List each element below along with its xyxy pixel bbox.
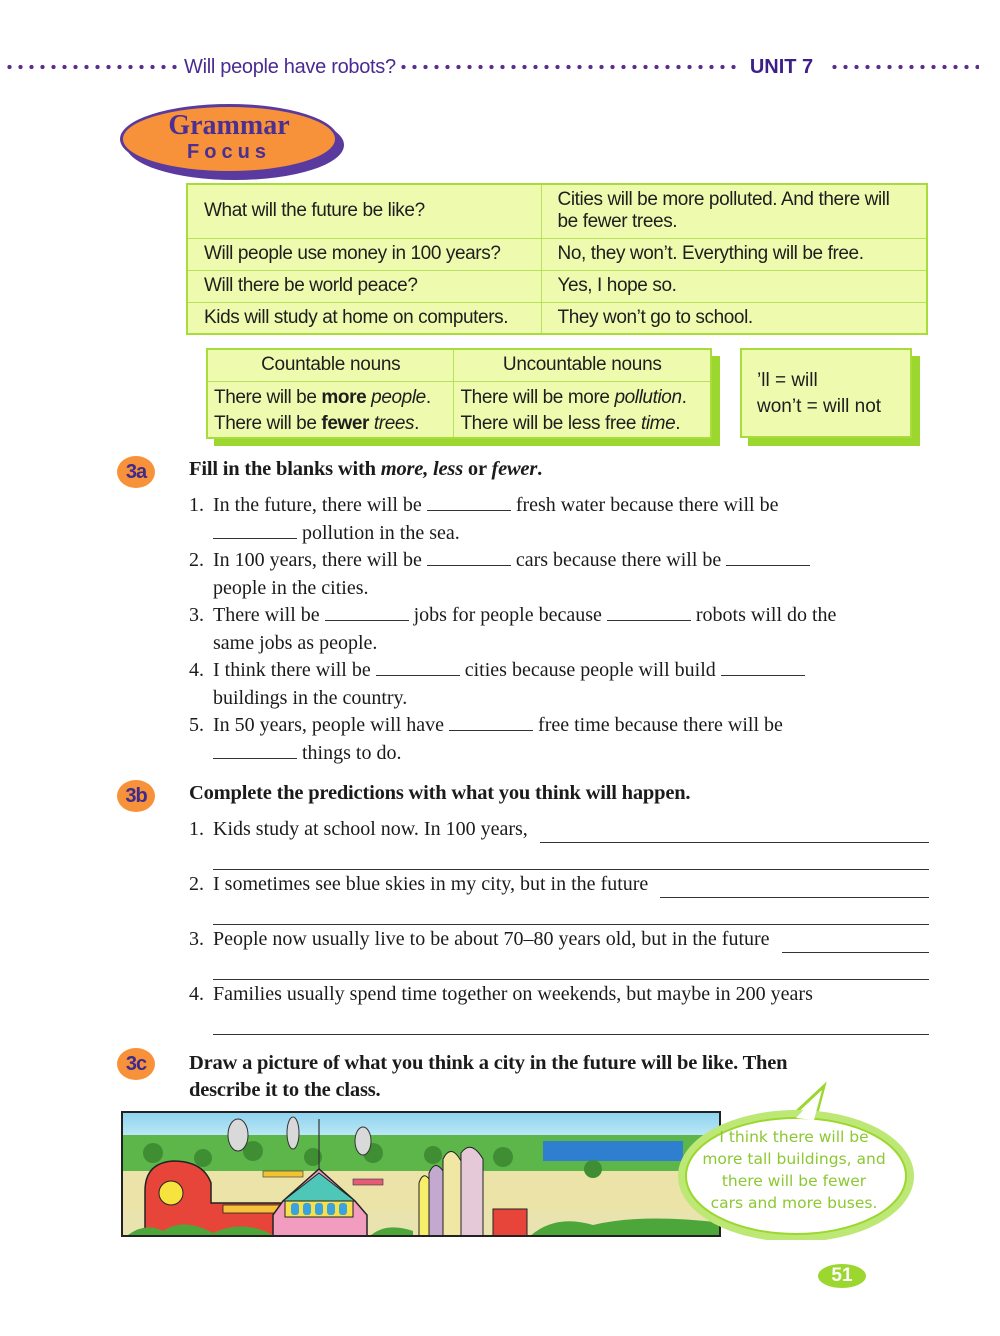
answer-line[interactable] — [213, 953, 929, 980]
list-item — [189, 492, 929, 547]
item-number: 2. — [189, 873, 204, 895]
table-row — [187, 302, 927, 334]
dotted-rule — [829, 64, 979, 70]
item-text: jobs for people because — [408, 604, 607, 626]
title-text: Fill in the blanks with — [189, 458, 381, 480]
item-text: same jobs as people. — [213, 631, 378, 654]
uncountable-examples — [454, 381, 711, 438]
example-line — [460, 411, 704, 437]
bubble-text — [676, 1126, 912, 1214]
uncountable-header: Uncountable nouns — [454, 349, 711, 381]
item-text: people in the cities. — [213, 576, 369, 599]
item-text: cities because people will build — [459, 659, 721, 681]
noun: trees — [373, 412, 415, 434]
list-item — [189, 602, 929, 657]
item-text: things to do. — [297, 741, 402, 764]
yellow-globe — [159, 1181, 183, 1205]
list-item — [189, 816, 929, 871]
punctuation: . — [414, 412, 420, 434]
tower — [429, 1165, 443, 1237]
contractions-box — [740, 348, 920, 446]
item-prompt: Families usually spend time together on weekends, but maybe in 200 years — [213, 982, 813, 1005]
answer-blank[interactable] — [449, 713, 533, 731]
unit-label: UNIT 7 — [749, 55, 814, 78]
dotted-rule — [4, 64, 182, 70]
answer-cell: No, they won’t. Everything will be free. — [541, 238, 927, 270]
exercise-3a-title — [189, 458, 542, 481]
answer-blank[interactable] — [721, 658, 805, 676]
item-number: 1. — [189, 818, 204, 840]
exercise-badge-3b: 3b — [117, 780, 155, 812]
answer-cell: They won’t go to school. — [541, 302, 927, 334]
answer-blank[interactable] — [376, 658, 460, 676]
item-number: 4. — [189, 983, 204, 1005]
list-item — [189, 926, 929, 981]
speech-bubble — [676, 1112, 912, 1230]
table-row — [187, 238, 927, 270]
prompt-line — [189, 926, 929, 953]
title-text: or — [463, 458, 492, 480]
item-number: 3. — [189, 928, 204, 950]
bubble-line: I think there will be — [719, 1128, 869, 1146]
title-text: . — [537, 458, 543, 480]
title-line: Draw a picture of what you think a city in the future will be like. Then — [189, 1052, 788, 1074]
building-stripe — [223, 1205, 283, 1213]
item-text: I think there will be — [213, 659, 376, 681]
noun: pollution — [614, 386, 682, 408]
exercise-3a-list — [189, 492, 929, 767]
countable-header: Countable nouns — [207, 349, 454, 381]
item-text: fresh water because there will be — [510, 494, 779, 516]
red-block — [493, 1209, 527, 1237]
item-text: robots will do the — [690, 604, 837, 626]
answer-line[interactable] — [213, 898, 929, 925]
item-prompt: I sometimes see blue skies in my city, but in the future — [213, 872, 649, 895]
item-text: cars because there will be — [510, 549, 727, 571]
example-line — [214, 385, 447, 411]
item-number: 3. — [189, 604, 204, 626]
example-line — [214, 411, 447, 437]
item-prompt: People now usually live to be about 70–80 years old, but in the future — [213, 927, 770, 950]
answer-blank[interactable] — [325, 603, 409, 621]
answer-line[interactable] — [213, 1008, 929, 1035]
exercise-3b-title: Complete the predictions with what you think will happen. — [189, 782, 691, 804]
question-cell: Will people use money in 100 years? — [187, 238, 541, 270]
list-item — [189, 981, 929, 1036]
nouns-table — [206, 348, 712, 439]
item-text: In the future, there will be — [213, 494, 427, 516]
answer-line[interactable] — [540, 825, 929, 843]
list-item — [189, 712, 929, 767]
item-text: There will be — [213, 604, 325, 626]
item-number: 4. — [189, 659, 204, 681]
page-header — [0, 52, 1000, 82]
list-item — [189, 547, 929, 602]
sea — [543, 1141, 683, 1161]
keyword: more — [321, 386, 367, 408]
tower — [419, 1176, 429, 1237]
table-row — [187, 184, 927, 238]
item-number: 2. — [189, 549, 204, 571]
answer-line[interactable] — [660, 880, 929, 898]
item-number: 1. — [189, 494, 204, 516]
badge-title: Grammar — [168, 110, 290, 141]
example-text: There will be — [460, 386, 568, 408]
example-text: free — [600, 412, 641, 434]
answer-blank[interactable] — [427, 548, 511, 566]
page-number: 51 — [818, 1264, 866, 1288]
grammar-qa-table — [186, 183, 928, 335]
prompt-line — [189, 871, 929, 898]
item-text: In 50 years, people will have — [213, 714, 450, 736]
keyword: more — [567, 386, 610, 408]
bubble-line: cars and more buses. — [710, 1194, 878, 1212]
prompt-line — [189, 981, 929, 1008]
keyword: less — [567, 412, 601, 434]
example-text: There will be — [214, 412, 322, 434]
answer-blank[interactable] — [213, 521, 297, 539]
contraction-will-not: won’t = will not — [757, 396, 882, 417]
option-word: fewer — [491, 458, 538, 480]
future-city-illustration — [121, 1111, 721, 1237]
exercise-badge-3a: 3a — [117, 456, 155, 488]
badge-oval — [120, 104, 338, 174]
keyword: fewer — [321, 412, 370, 434]
item-text: pollution in the sea. — [297, 521, 460, 544]
answer-blank[interactable] — [427, 493, 511, 511]
list-item — [189, 871, 929, 926]
item-number: 5. — [189, 714, 204, 736]
lesson-title: Will people have robots? — [184, 55, 396, 78]
question-cell: Will there be world peace? — [187, 270, 541, 302]
answer-cell: Cities will be more polluted. And there will be fewer trees. — [541, 184, 927, 238]
contraction-will: ’ll = will — [757, 370, 818, 391]
question-cell: Kids will study at home on computers. — [187, 302, 541, 334]
example-text: There will be — [214, 386, 322, 408]
exercise-3b-list — [189, 816, 929, 1036]
example-text: There will be — [460, 412, 568, 434]
item-text: buildings in the country. — [213, 686, 408, 709]
question-cell: What will the future be like? — [187, 184, 541, 238]
bus — [263, 1171, 303, 1177]
table-header-row — [207, 349, 711, 381]
item-prompt: Kids study at school now. In 100 years, — [213, 817, 528, 840]
punctuation: . — [681, 386, 687, 408]
countable-examples — [207, 381, 454, 438]
table-row — [187, 270, 927, 302]
noun: people — [371, 386, 426, 408]
bubble-line: more tall buildings, and — [702, 1150, 886, 1168]
prompt-line — [189, 816, 929, 843]
option-words: more, less — [380, 458, 463, 480]
example-line — [460, 385, 704, 411]
title-line: describe it to the class. — [189, 1079, 381, 1101]
punctuation: . — [675, 412, 681, 434]
item-text: free time because there will be — [533, 714, 783, 736]
item-text: In 100 years, there will be — [213, 549, 427, 571]
answer-line[interactable] — [213, 843, 929, 870]
noun: time — [640, 412, 676, 434]
answer-blank[interactable] — [607, 603, 691, 621]
car — [353, 1179, 383, 1185]
answer-blank[interactable] — [726, 548, 810, 566]
grammar-focus-badge — [120, 104, 344, 178]
nouns-box — [206, 348, 720, 446]
badge-subtitle: Focus — [187, 141, 271, 163]
bubble-line: there will be fewer — [721, 1172, 867, 1190]
exercise-badge-3c: 3c — [117, 1048, 155, 1080]
answer-cell: Yes, I hope so. — [541, 270, 927, 302]
tower — [461, 1147, 483, 1237]
punctuation: . — [425, 386, 431, 408]
list-item — [189, 657, 929, 712]
answer-blank[interactable] — [213, 741, 297, 759]
city-scene — [123, 1113, 721, 1237]
dotted-rule — [398, 64, 738, 70]
tower — [443, 1151, 461, 1237]
contractions-content — [740, 348, 912, 438]
answer-line[interactable] — [782, 935, 929, 953]
table-row — [207, 381, 711, 438]
